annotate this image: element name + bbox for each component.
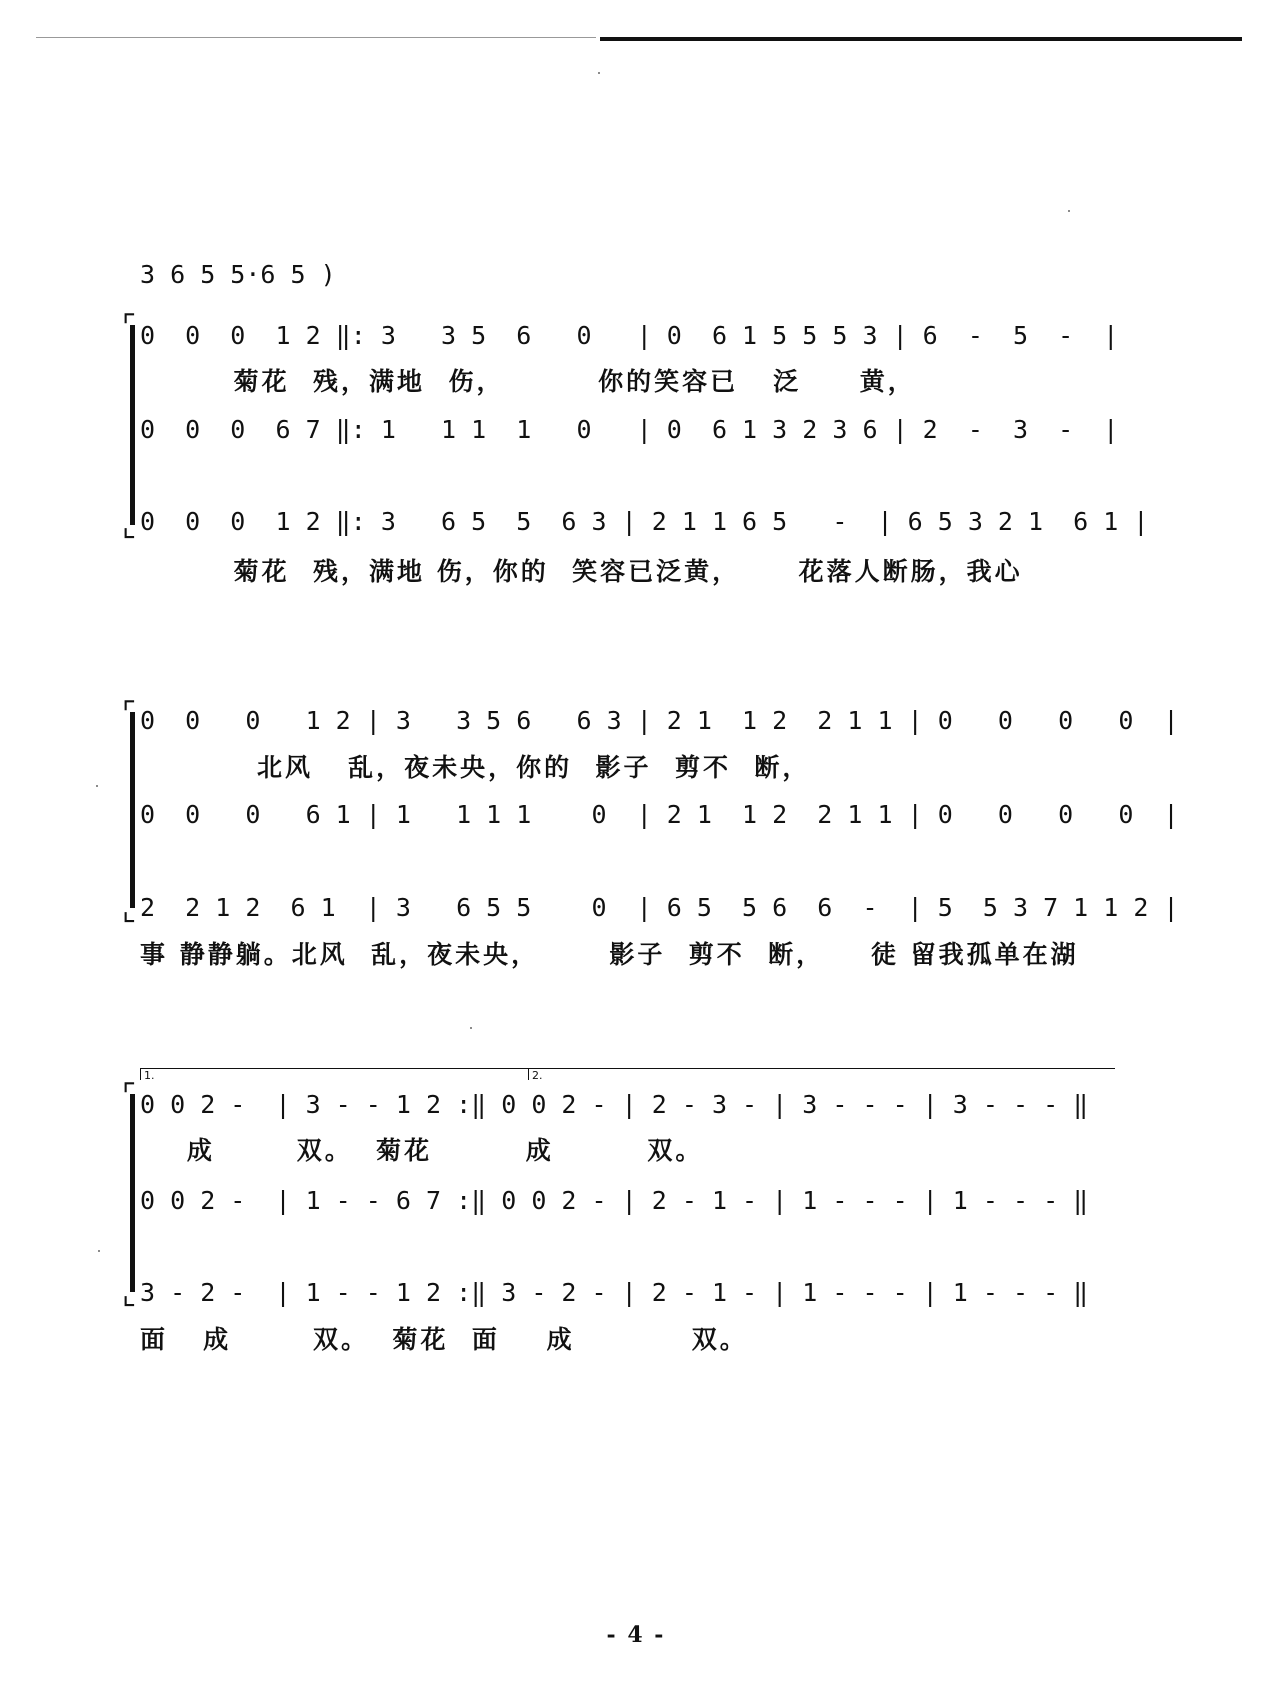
system-2-part-2 [140, 795, 1179, 845]
intro-notes: 3 6 5 5·6 5 ) [140, 260, 336, 289]
intro-line [140, 255, 1140, 305]
page-number: - 4 - [606, 1622, 666, 1648]
system-3-part-2-notes: 0 0 2 - | 1 - - 6 7 :‖ 0 0 2 - | 2 - 1 - | 1 - - - | 1 - - - ‖ [140, 1186, 1089, 1215]
system-2-brace [130, 712, 135, 908]
system-2-part-3 [140, 888, 1179, 938]
system-3-part-3-notes: 3 - 2 - | 1 - - 1 2 :‖ 3 - 2 - | 2 - 1 - | 1 - - - | 1 - - - ‖ [140, 1278, 1089, 1307]
scan-speck [470, 1027, 472, 1029]
header-rule-thick [600, 37, 1242, 41]
system-3-brace [130, 1094, 135, 1292]
volta-bracket-line [140, 1068, 1115, 1069]
system-1-part-2-notes: 0 0 0 6 7 ‖: 1 1 1 1 0 | 0 6 1 3 2 3 6 | 2 - 3 - | [140, 415, 1119, 444]
system-3-brace-bottom: ⌞ [122, 1277, 137, 1312]
system-2-brace-bottom: ⌞ [122, 893, 137, 928]
system-2-part-1-lyrics: 北风 乱，夜未央，你的 影子 剪不 断， [140, 753, 811, 782]
system-1-brace-top: ⌜ [122, 309, 137, 344]
scan-speck [98, 1250, 100, 1252]
system-3-part-3 [140, 1273, 1140, 1323]
system-1-part-3-lyrics: 菊花 残，满地 伤，你的 笑容已泛黄， 花落人断肠，我心 [140, 557, 1023, 586]
system-1-part-1-notes: 0 0 0 1 2 ‖: 3 3 5 6 0 | 0 6 1 5 5 5 3 | 6 - 5 - | [140, 321, 1119, 350]
volta-2-tick [528, 1068, 529, 1080]
system-1-brace-bottom: ⌞ [122, 509, 137, 544]
system-1-brace [130, 325, 135, 525]
system-2-brace-top: ⌜ [122, 696, 137, 731]
header-rule-thin [36, 37, 596, 38]
system-3-part-1 [140, 1085, 1140, 1135]
system-3-part-1-notes: 0 0 2 - | 3 - - 1 2 :‖ 0 0 2 - | 2 - 3 - | 3 - - - | 3 - - - ‖ [140, 1090, 1089, 1119]
system-2-part-1 [140, 701, 1179, 751]
volta-2-label: 2. [532, 1069, 543, 1082]
system-1-part-1 [140, 316, 1140, 366]
system-2-part-1-lyrics-row [140, 748, 1140, 798]
system-3-part-3-lyrics-row [140, 1320, 1140, 1370]
system-2-part-3-lyrics: 事 静静躺。北风 乱，夜未央， 影子 剪不 断， 徒 留我孤单在湖 [140, 940, 1079, 969]
system-2-part-1-notes: 0 0 0 1 2 | 3 3 5 6 6 3 | 2 1 1 2 2 1 1 | 0 0 0 0 | [140, 706, 1179, 735]
volta-1-label: 1. [144, 1069, 155, 1082]
system-3-brace-top: ⌜ [122, 1078, 137, 1113]
scan-speck [1068, 210, 1070, 212]
system-1-part-3-lyrics-row [140, 552, 1140, 602]
system-3-part-2 [140, 1181, 1140, 1231]
volta-1-tick [140, 1068, 141, 1080]
system-1-part-1-lyrics: 菊花 残，满地 伤， 你的笑容已 泛 黄， [140, 367, 916, 396]
system-3-part-1-lyrics-row [140, 1131, 1140, 1181]
system-1-part-3 [140, 502, 1149, 552]
system-2-part-3-lyrics-row [140, 935, 1140, 985]
system-1-part-2 [140, 410, 1140, 460]
system-2-part-3-notes: 2 2 1 2 6 1 | 3 6 5 5 0 | 6 5 5 6 6 - | 5 5 3 7 1 1 2 | [140, 893, 1179, 922]
system-3-part-1-lyrics: 成 双。 菊花 成 双。 [140, 1136, 704, 1165]
scan-speck [598, 72, 600, 74]
system-2-part-2-notes: 0 0 0 6 1 | 1 1 1 1 0 | 2 1 1 2 2 1 1 | 0 0 0 0 | [140, 800, 1179, 829]
system-1-part-1-lyrics-row [140, 362, 1140, 412]
system-3-part-3-lyrics: 面 成 双。 菊花 面 成 双。 [140, 1325, 748, 1354]
system-1-part-3-notes: 0 0 0 1 2 ‖: 3 6 5 5 6 3 | 2 1 1 6 5 - | 6 5 3 2 1 6 1 | [140, 507, 1149, 536]
scan-speck [96, 785, 98, 787]
